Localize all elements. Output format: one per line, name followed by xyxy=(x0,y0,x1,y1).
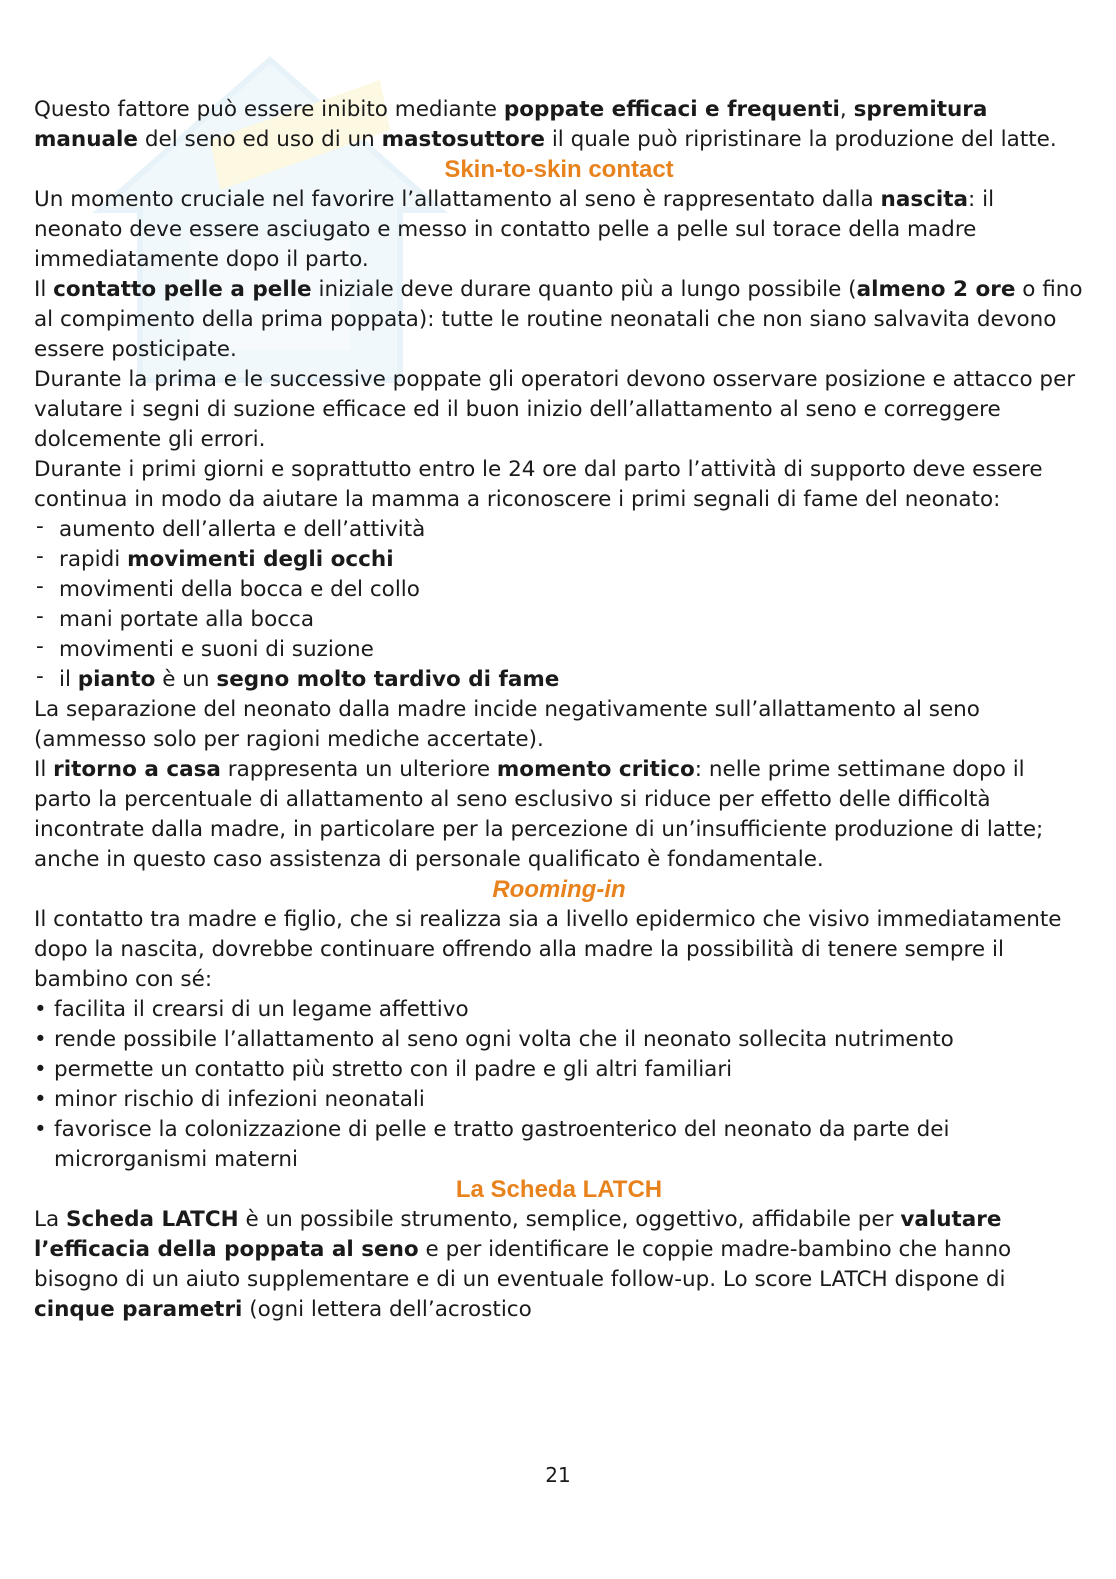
list-item: - movimenti della bocca e del collo xyxy=(34,575,1084,605)
list-item: - movimenti e suoni di suzione xyxy=(34,635,1084,665)
list-item: - il pianto è un segno molto tardivo di fame xyxy=(34,665,1084,695)
skin-after-paragraph-2: Il ritorno a casa rappresenta un ulteriore momento critico: nelle prime settimane dopo il parto la percentuale di allattamento al seno esclusivo si riduce per effetto delle difficoltà incontrate dalla madre, in particolare per la percezione di un’insufficiente produzione di latte; anche in questo caso assistenza di personale qualificato è fondamentale. xyxy=(34,757,1044,872)
heading-scheda-latch: La Scheda LATCH xyxy=(455,1176,663,1203)
rooming-paragraph: Il contatto tra madre e figlio, che si realizza sia a livello epidermico che visivo immediatamente dopo la nascita, dovrebbe continuare offrendo alla madre la possibilità di tenere sempre il bambino con sé: xyxy=(34,907,1062,992)
skin-after-paragraph-1: La separazione del neonato dalla madre incide negativamente sull’allattamento al seno (ammesso solo per ragioni mediche accertate). xyxy=(34,697,980,752)
list-item: - rapidi movimenti degli occhi xyxy=(34,545,1084,575)
list-item: • minor rischio di infezioni neonatali xyxy=(34,1085,1084,1115)
heading-skin-to-skin: Skin-to-skin contact xyxy=(444,156,674,183)
hunger-signs-list xyxy=(34,515,1084,695)
skin-paragraph-2: Il contatto pelle a pelle iniziale deve durare quanto più a lungo possibile (almeno 2 ore o fino al compimento della prima poppata): tutte le routine neonatali che non siano salvavita devono essere posticipate. xyxy=(34,277,1083,362)
list-item: • permette un contatto più stretto con il padre e gli altri familiari xyxy=(34,1055,1084,1085)
list-item: • facilita il crearsi di un legame affettivo xyxy=(34,995,1084,1025)
document-body xyxy=(34,95,1084,1325)
intro-paragraph: Questo fattore può essere inibito mediante poppate efficaci e frequenti, spremitura manuale del seno ed uso di un mastosuttore il quale può ripristinare la produzione del latte. xyxy=(34,97,1057,152)
list-item: • rende possibile l’allattamento al seno ogni volta che il neonato sollecita nutrimento xyxy=(34,1025,1084,1055)
rooming-benefits-list xyxy=(34,995,1084,1175)
list-item: - mani portate alla bocca xyxy=(34,605,1084,635)
latch-paragraph: La Scheda LATCH è un possibile strumento, semplice, oggettivo, affidabile per valutare l’efficacia della poppata al seno e per identificare le coppie madre-bambino che hanno bisogno di un aiuto supplementare e di un eventuale follow-up. Lo score LATCH dispone di cinque parametri (ogni lettera dell’acrostico xyxy=(34,1207,1012,1322)
skin-paragraph-4: Durante i primi giorni e soprattutto entro le 24 ore dal parto l’attività di supporto deve essere continua in modo da aiutare la mamma a riconoscere i primi segnali di fame del neonato: xyxy=(34,457,1043,512)
list-item: • favorisce la colonizzazione di pelle e tratto gastroenterico del neonato da parte dei microrganismi materni xyxy=(34,1115,1084,1175)
skin-paragraph-3: Durante la prima e le successive poppate gli operatori devono osservare posizione e attacco per valutare i segni di suzione efficace ed il buon inizio dell’allattamento al seno e correggere dolcemente gli errori. xyxy=(34,367,1076,452)
skin-paragraph-1: Un momento cruciale nel favorire l’allattamento al seno è rappresentato dalla nascita: il neonato deve essere asciugato e messo in contatto pelle a pelle sul torace della madre immediatamente dopo il parto. xyxy=(34,187,995,272)
page-number: 21 xyxy=(545,1463,571,1487)
heading-rooming-in: Rooming-in xyxy=(492,876,626,903)
list-item: - aumento dell’allerta e dell’attività xyxy=(34,515,1084,545)
